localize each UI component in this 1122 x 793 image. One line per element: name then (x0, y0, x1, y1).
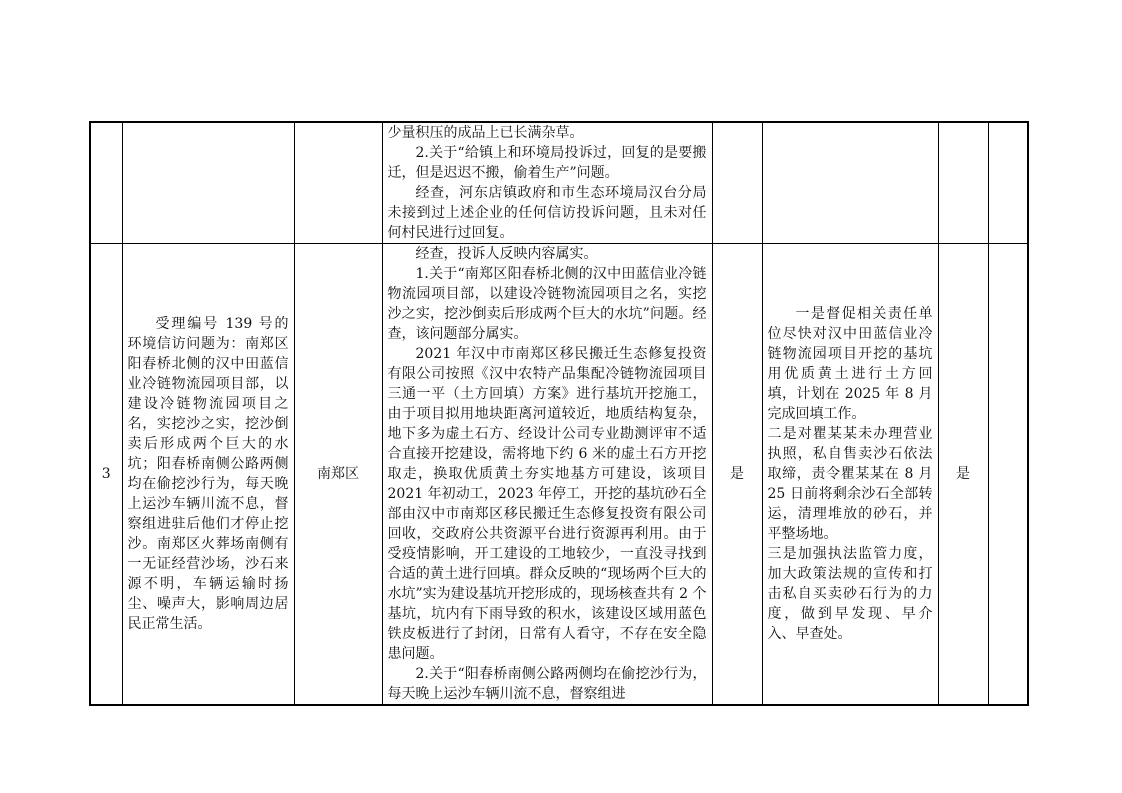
table-row (90, 244, 1028, 706)
findings-paragraph: 1.关于“南郑区阳春桥北侧的汉中田蓝信业冷链物流园项目部，以建设冷链物流园项目之名，实挖沙之实，挖沙倒卖后形成两个巨大的水坑”问题。经查，该问题部分属实。 (387, 266, 707, 342)
is-true-cell (712, 122, 762, 244)
findings-paragraph: 2.关于“阳春桥南侧公路两侧均在偷挖沙行为，每天晚上运沙车辆川流不息，督察组进 (387, 666, 707, 702)
rectification-cell (762, 244, 938, 706)
district-cell: 南郑区 (294, 244, 382, 706)
extra-cell (988, 244, 1028, 706)
is-true-cell: 是 (712, 244, 762, 706)
is-done-cell (938, 122, 988, 244)
issue-cell (122, 122, 294, 244)
issue-text: 受理编号 139 号的环境信访问题为：南郑区阳春桥北侧的汉中田蓝信业冷链物流园项目部，以建设冷链物流园项目之名，实挖沙之实，挖沙倒卖后形成两个巨大的水坑；阳春桥南侧公路两侧均在偷挖沙行为，每天晚上运沙车辆川流不息，督察组进驻后他们才停止挖沙。南郑区火葬场南侧有一无证经营沙场，沙石来源不明，车辆运输时扬尘、噪声大，影响周边居民正常生活。 (127, 316, 289, 632)
extra-cell (988, 122, 1028, 244)
findings-paragraph: 少量积压的成品上已长满杂草。 (387, 125, 584, 141)
rectification-item: 三是加强执法监管力度，加大政策法规的宣传和打击私自买卖砂石行为的力度，做到早发现、早介入、早查处。 (767, 546, 933, 642)
row-number-cell: 3 (90, 244, 122, 706)
rectification-item: 一是督促相关责任单位尽快对汉中田蓝信业冷链物流园项目开挖的基坑用优质黄土进行土方回填，计划在 2025 年 8 月完成回填工作。 (767, 306, 933, 422)
findings-paragraph: 2.关于“给镇上和环境局投诉过，回复的是要搬迁，但是迟迟不搬，偷着生产”问题。 (387, 145, 707, 181)
table-row (90, 122, 1028, 244)
rectification-item: 二是对瞿某某未办理营业执照，私自售卖沙石依法取缔，责令瞿某某在 8 月 25 日前将剩余沙石全部转运，清理堆放的砂石，并平整场地。 (767, 426, 933, 542)
findings-cell (382, 122, 712, 244)
rectification-cell (762, 122, 938, 244)
findings-paragraph: 2021 年汉中市南郑区移民搬迁生态修复投资有限公司按照《汉中农特产品集配冷链物流园项目三通一平（土方回填）方案》进行基坑开挖施工，由于项目拟用地块距离河道较近，地质结构复杂，地下多为虚土石方、经设计公司专业勘测评审不适合直接开挖建设，需将地下约 6 米的虚土石方开挖取走，换取优质黄土夯实地基方可建设，该项目 2021 年初动工，2023 年停工，开挖的基坑砂石全部由汉中市南郑区移民搬迁生态修复投资有限公司回收，交政府公共资源平台进行资源再利用。由于受疫情影响，开工建设的工地较少，一直没寻找到合适的黄土进行回填。群众反映的“现场两个巨大的水坑”实为建设基坑开挖形成的，现场核查共有 2 个基坑，坑内有下雨导致的积水，该建设区域用蓝色铁皮板进行了封闭，日常有人看守，不存在安全隐患问题。 (387, 346, 707, 662)
findings-paragraph: 经查，投诉人反映内容属实。 (415, 246, 598, 262)
petition-table (89, 121, 1029, 706)
row-number-cell (90, 122, 122, 244)
findings-cell (382, 244, 712, 706)
is-done-cell: 是 (938, 244, 988, 706)
issue-cell (122, 244, 294, 706)
findings-paragraph: 经查，河东店镇政府和市生态环境局汉台分局未接到过上述企业的任何信访投诉问题，且未对任何村民进行过回复。 (387, 185, 707, 241)
district-cell (294, 122, 382, 244)
